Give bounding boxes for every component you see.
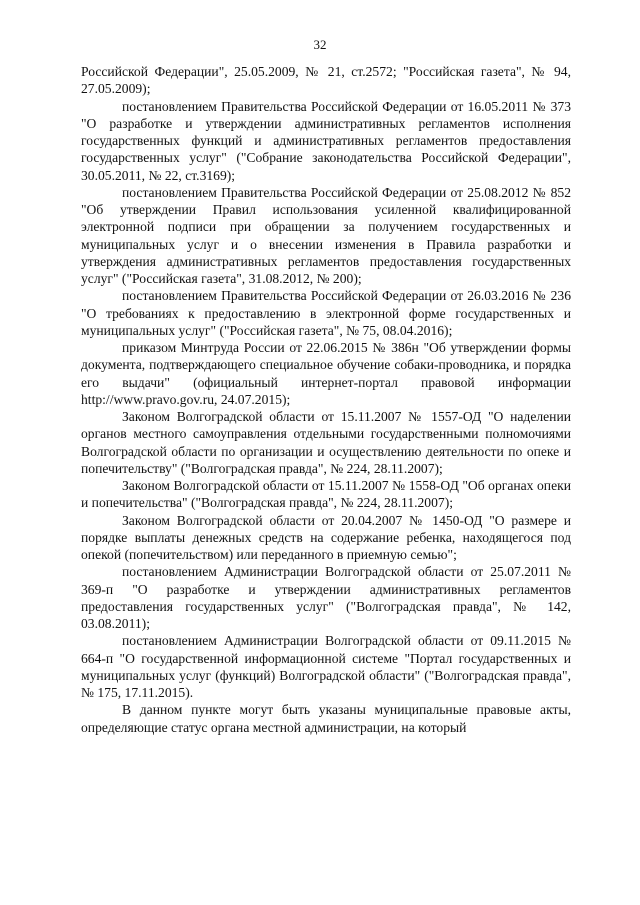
- paragraph-administration-decree-664: постановлением Администрации Волгоградской области от 09.11.2015 № 664-п "О государственной информационной системе "Портал государственных и муниципальных услуг (функций) Волгоградской области" ("Волгоградская правда", № 175, 17.11.2015).: [81, 633, 571, 700]
- paragraph-municipal-acts-note: В данном пункте могут быть указаны муниципальные правовые акты, определяющие статус органа местной администрации, на который: [81, 702, 571, 735]
- paragraph-continuation: Российской Федерации", 25.05.2009, № 21, ст.2572; "Российская газета", № 94, 27.05.2009);: [81, 64, 571, 97]
- paragraph-government-decree-852: постановлением Правительства Российской Федерации от 25.08.2012 № 852 "Об утверждении Правил использования усиленной квалифицированной электронной подписи при обращении за получением государственных и муниципальных услуг и о внесении изменения в Правила разработки и утверждения административных регламентов предоставления государственных услуг" ("Российская газета", 31.08.2012, № 200);: [81, 184, 571, 286]
- paragraph-government-decree-236: постановлением Правительства Российской Федерации от 26.03.2016 № 236 "О требованиях к предоставлению в электронной форме государственных и муниципальных услуг" ("Российская газета", № 75, 08.04.2016);: [81, 288, 571, 338]
- paragraph-administration-decree-369: постановлением Администрации Волгоградской области от 25.07.2011 № 369-п "О разработке и утверждении административных регламентов предоставления государственных услуг" ("Волгоградская правда", № 142, 03.08.2011);: [81, 564, 571, 631]
- paragraph-mintrud-order-386n: приказом Минтруда России от 22.06.2015 № 386н "Об утверждении формы документа, подтверждающего специальное обучение собаки-проводника, и порядка его выдачи" (официальный интернет-портал правовой информации http://www.pravo.gov.ru, 24.07.2015);: [81, 340, 571, 407]
- page-number: 32: [313, 37, 327, 52]
- paragraph-government-decree-373: постановлением Правительства Российской Федерации от 16.05.2011 № 373 "О разработке и утверждении административных регламентов исполнения государственных функций и административных регламентов предоставления государственных услуг" ("Собрание законодательства Российской Федерации", 30.05.2011, № 22, ст.3169);: [81, 98, 571, 183]
- document-body: [81, 63, 571, 736]
- paragraph-regional-law-1558: Законом Волгоградской области от 15.11.2007 № 1558-ОД "Об органах опеки и попечительства" ("Волгоградская правда", № 224, 28.11.2007);: [81, 478, 571, 511]
- paragraph-regional-law-1557: Законом Волгоградской области от 15.11.2007 № 1557-ОД "О наделении органов местного самоуправления отдельными государственными полномочиями Волгоградской области по организации и осуществлению деятельности по опеке и попечительству" ("Волгоградская правда", № 224, 28.11.2007);: [81, 409, 571, 476]
- paragraph-regional-law-1450: Законом Волгоградской области от 20.04.2007 № 1450-ОД "О размере и порядке выплаты денежных средств на содержание ребенка, находящегося под опекой (попечительством) или переданного в приемную семью";: [81, 512, 571, 562]
